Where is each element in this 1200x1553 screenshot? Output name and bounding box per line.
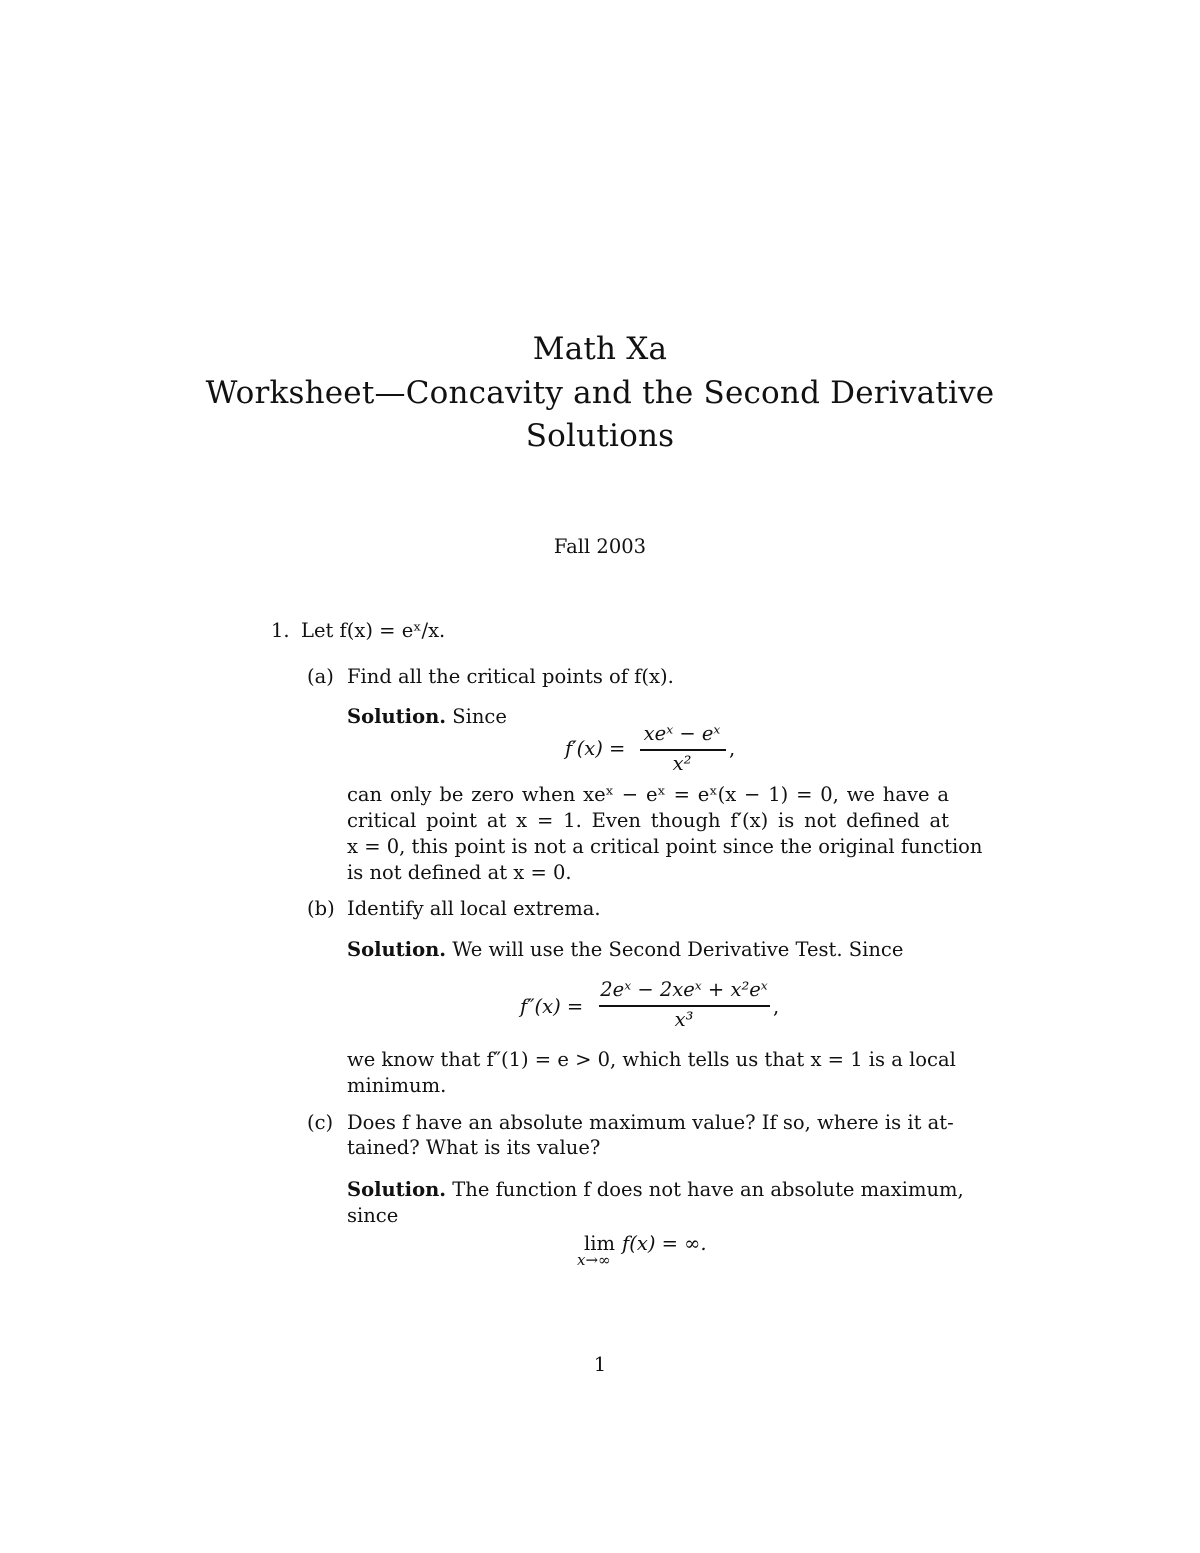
part-c-solution — [347, 1178, 964, 1201]
problem-number: 1. — [271, 619, 290, 642]
eq-b-denominator: x³ — [674, 1008, 694, 1031]
limit-word: lim — [584, 1232, 615, 1255]
eq-a-lhs: f′(x) = — [565, 737, 626, 760]
eq-a-comma: , — [729, 737, 736, 760]
part-a-question: Find all the critical points of f(x). — [347, 665, 674, 688]
eq-a-denominator: x² — [672, 752, 692, 775]
part-a-line-4: is not defined at x = 0. — [347, 861, 572, 884]
limit-expression: f(x) = ∞. — [622, 1232, 707, 1255]
page-number: 1 — [593, 1353, 607, 1376]
eq-b-comma: , — [773, 995, 780, 1018]
solution-lead: Since — [452, 705, 507, 728]
part-a-line-1: can only be zero when xeˣ − eˣ = eˣ(x − 1) = 0, we have a — [347, 783, 949, 806]
limit-subscript: x→∞ — [577, 1251, 611, 1269]
solution-label: Solution. — [347, 705, 447, 728]
solution-lead: We will use the Second Derivative Test. Since — [452, 938, 904, 961]
solution-label: Solution. — [347, 1178, 447, 1201]
part-c-lead-line-2: since — [347, 1204, 399, 1227]
eq-a-fraction-bar — [640, 749, 726, 751]
part-b-solution — [347, 938, 903, 961]
problem-statement: Let f(x) = eˣ/x. — [301, 619, 446, 642]
part-c-question-line-1: Does f have an absolute maximum value? If so, where is it at- — [347, 1111, 954, 1134]
part-b-label: (b) — [307, 897, 335, 920]
date: Fall 2003 — [553, 535, 647, 558]
part-a-line-2: critical point at x = 1. Even though f′(x) is not defined at — [347, 809, 949, 832]
title-line-3: Solutions — [525, 418, 675, 454]
eq-a-numerator: xeˣ − eˣ — [643, 722, 721, 745]
part-b-question: Identify all local extrema. — [347, 897, 601, 920]
part-a-solution — [347, 705, 507, 728]
eq-b-lhs: f″(x) = — [520, 995, 584, 1018]
eq-b-numerator: 2eˣ − 2xeˣ + x²eˣ — [600, 978, 768, 1001]
part-b-line-1: we know that f″(1) = e > 0, which tells us that x = 1 is a local — [347, 1048, 956, 1071]
title-line-2: Worksheet—Concavity and the Second Derivative — [205, 375, 995, 411]
part-a-label: (a) — [307, 665, 334, 688]
part-b-line-2: minimum. — [347, 1074, 447, 1097]
part-c-label: (c) — [307, 1111, 334, 1134]
title-line-1: Math Xa — [532, 331, 668, 367]
part-c-question-line-2: tained? What is its value? — [347, 1136, 601, 1159]
eq-b-fraction-bar — [599, 1005, 770, 1007]
solution-lead-1: The function f does not have an absolute maximum, — [452, 1178, 964, 1201]
part-a-line-3: x = 0, this point is not a critical point since the original function — [347, 835, 983, 858]
solution-label: Solution. — [347, 938, 447, 961]
